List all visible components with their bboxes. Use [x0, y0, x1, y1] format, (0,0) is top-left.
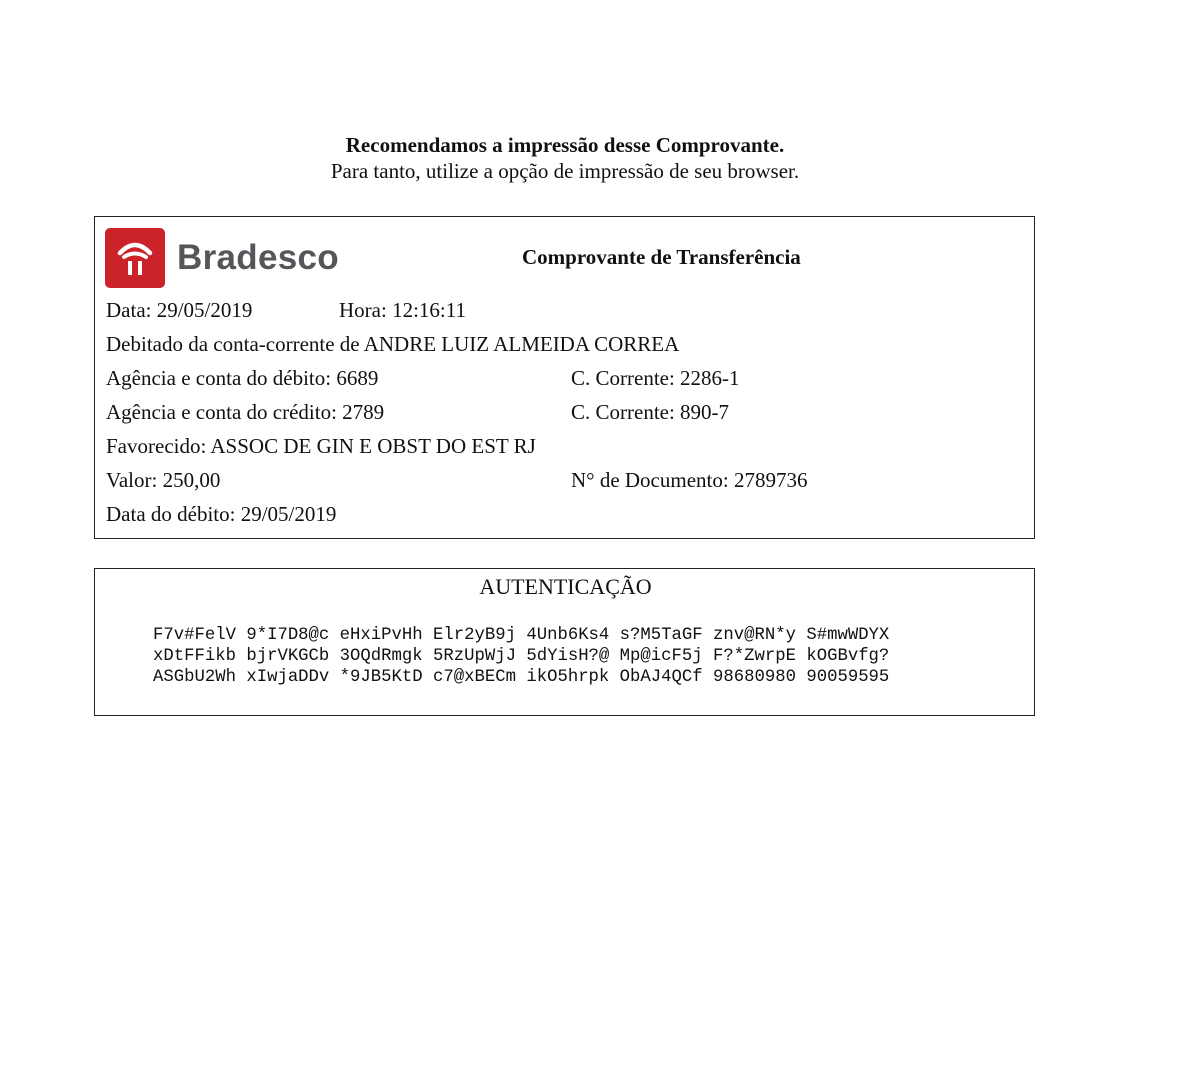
debit-checking-account: C. Corrente: 2286-1	[571, 366, 740, 390]
print-notice-subtitle: Para tanto, utilize a opção de impressão de seu browser.	[330, 159, 800, 183]
credit-agency: Agência e conta do crédito: 2789	[106, 400, 385, 424]
transfer-date: Data: 29/05/2019	[106, 298, 253, 322]
authentication-line: ASGbU2Wh xIwjaDDv *9JB5KtD c7@xBECm ikO5hrpk ObAJ4QCf 98680980 90059595	[153, 668, 890, 687]
receipt-title: Comprovante de Transferência	[522, 245, 801, 269]
print-notice	[0, 131, 1130, 184]
transfer-amount: Valor: 250,00	[106, 468, 221, 492]
document-number: N° de Documento: 2789736	[571, 468, 808, 492]
authentication-line: F7v#FelV 9*I7D8@c eHxiPvHh Elr2yB9j 4Unb6Ks4 s?M5TaGF znv@RN*y S#mwWDYX	[153, 626, 890, 645]
debited-account-holder: Debitado da conta-corrente de ANDRE LUIZ ALMEIDA CORREA	[106, 332, 680, 356]
beneficiary: Favorecido: ASSOC DE GIN E OBST DO EST RJ	[106, 434, 536, 458]
transfer-receipt	[94, 216, 1035, 539]
bradesco-wordmark: Bradesco	[177, 238, 339, 277]
authentication-line: xDtFFikb bjrVKGCb 3OQdRmgk 5RzUpWjJ 5dYisH?@ Mp@icF5j F?*ZwrpE kOGBvfg?	[153, 647, 890, 666]
transfer-time: Hora: 12:16:11	[339, 298, 466, 322]
bradesco-logo	[105, 227, 339, 289]
print-notice-title: Recomendamos a impressão desse Comprovante.	[345, 133, 785, 157]
authentication-box	[94, 568, 1035, 716]
bradesco-tree-icon	[105, 228, 165, 288]
debit-agency: Agência e conta do débito: 6689	[106, 366, 379, 390]
authentication-code	[153, 625, 889, 688]
credit-checking-account: C. Corrente: 890-7	[571, 400, 730, 424]
debit-date: Data do débito: 29/05/2019	[106, 502, 337, 526]
authentication-title: AUTENTICAÇÃO	[479, 574, 652, 599]
